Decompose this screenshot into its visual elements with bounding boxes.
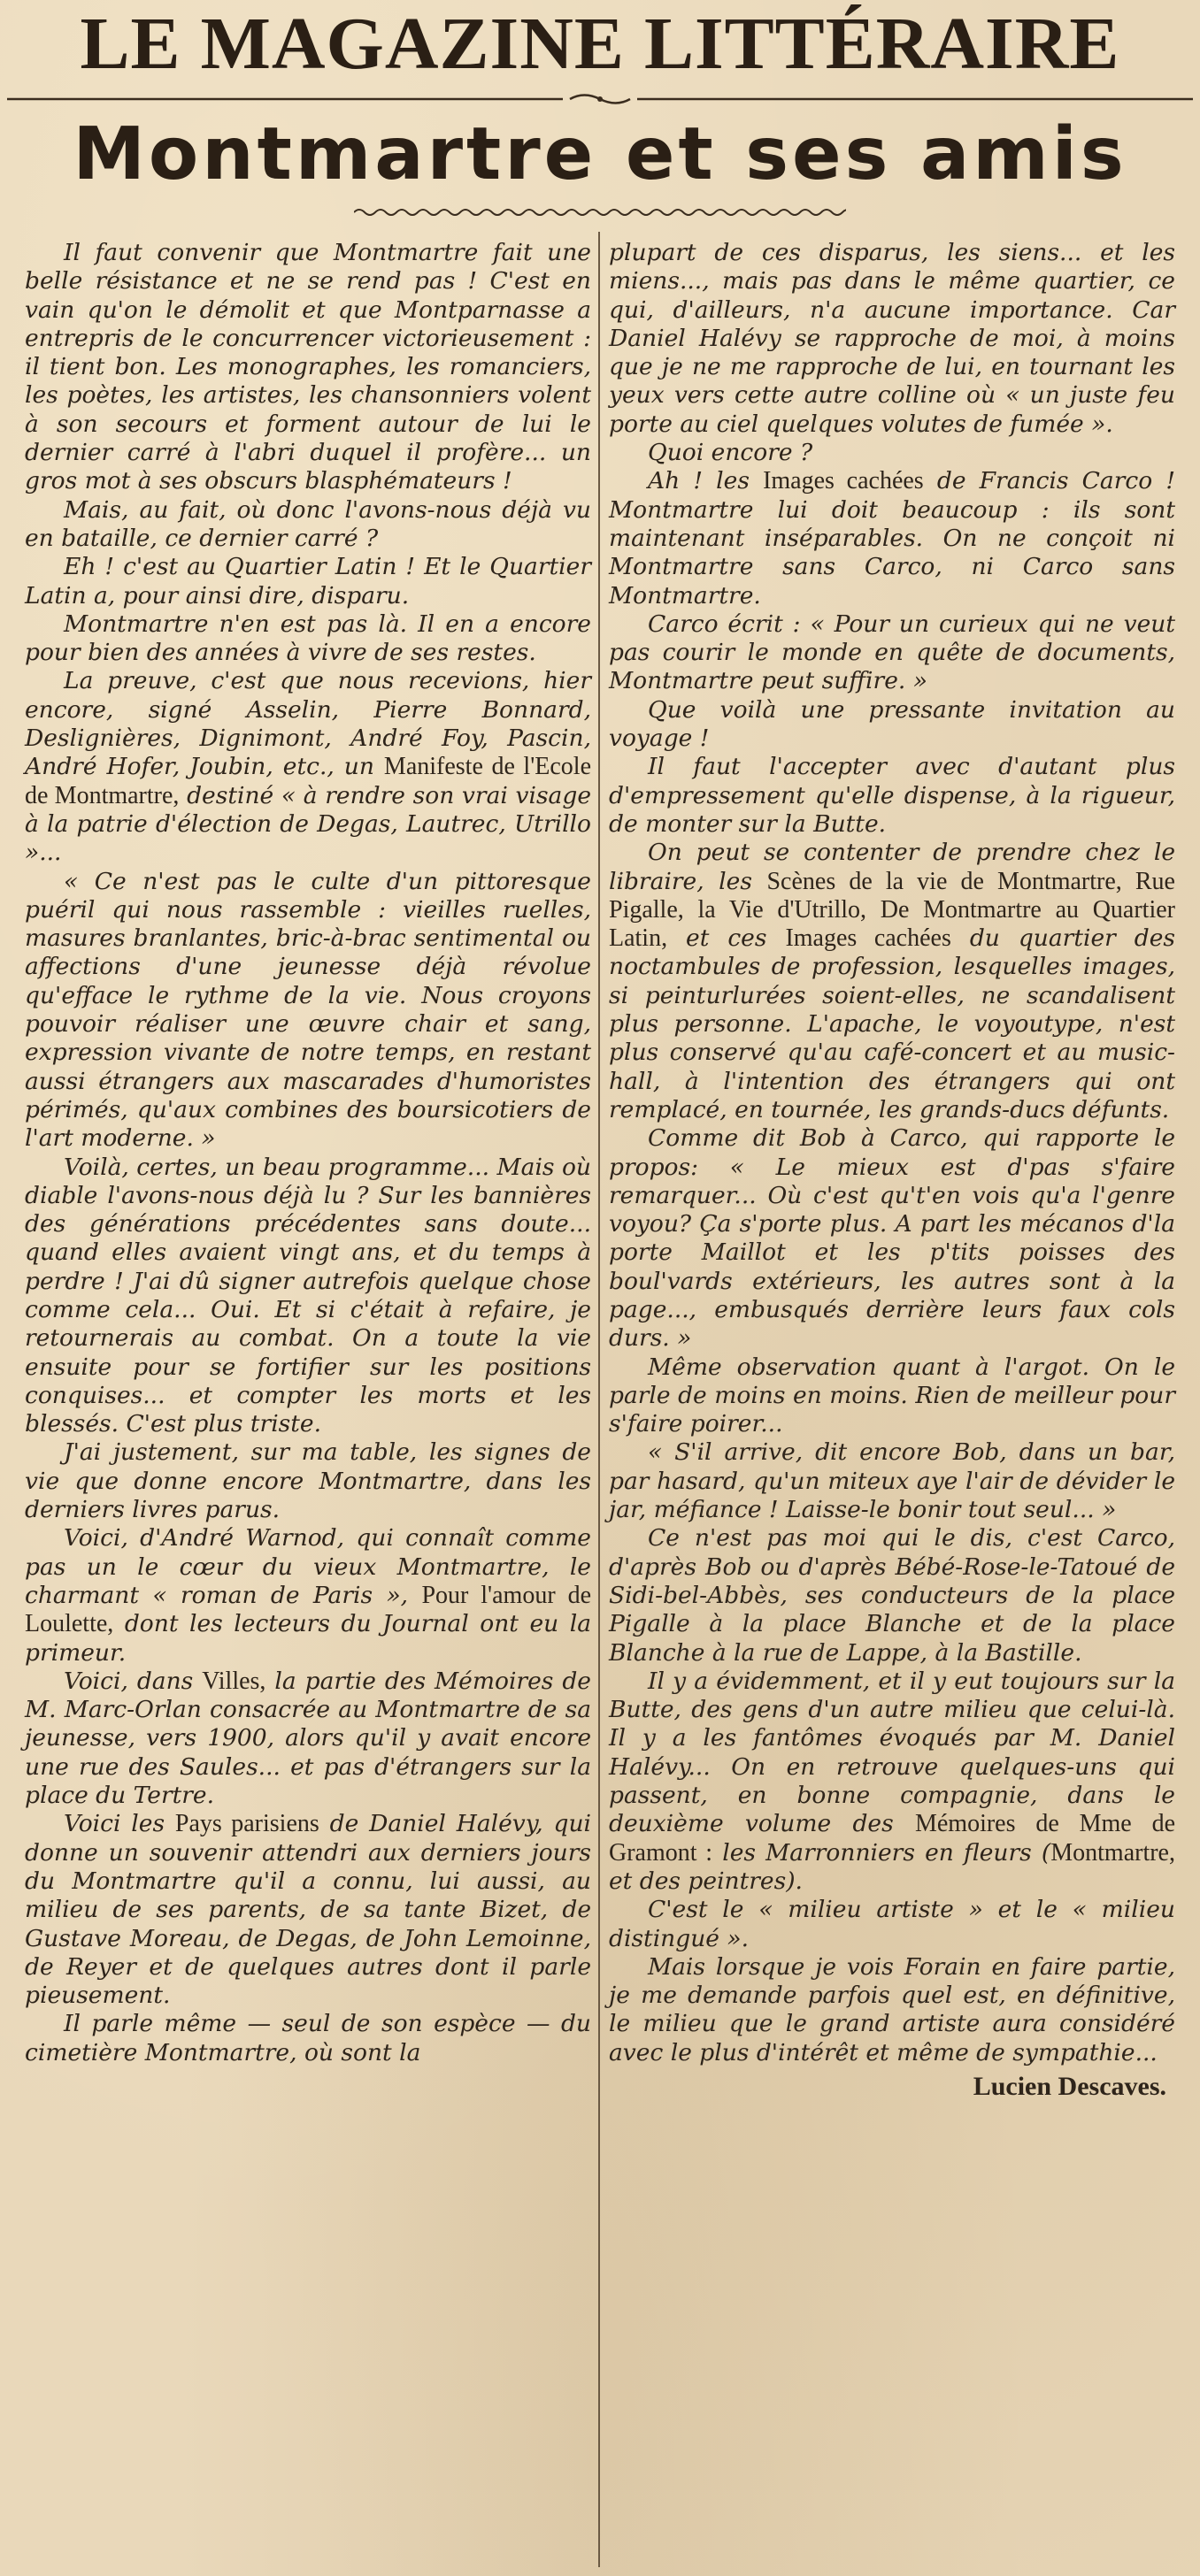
- paragraph-text: « S'il arrive, dit encore Bob, dans un bar, par hasard, qu'un miteux aye l'air de dévider le jar, méfiance ! Laisse-le bonir tout seul... »: [609, 1438, 1175, 1524]
- title-reference: Mémoires de Mme de Gramont :: [609, 1810, 1175, 1867]
- article-paragraph: [609, 753, 1175, 839]
- headline-wavy-rule: [354, 205, 846, 219]
- paragraph-text: Il faut l'accepter avec d'autant plus d'empressement qu'elle dispense, à la rigueur, de monter sur la Butte.: [609, 753, 1175, 838]
- article-column-right: [609, 239, 1175, 2101]
- article-paragraph: [609, 610, 1175, 696]
- paragraph-text: destiné « à rendre son vrai visage à la patrie d'élection de Degas, Lautrec, Utrillo »...: [25, 781, 591, 867]
- article-paragraph: [609, 467, 1175, 610]
- paragraph-text: Voici, d'André Warnod, qui connaît comme pas un le cœur du vieux Montmartre, le charmant « roman de Paris »,: [25, 1524, 591, 1609]
- article-paragraph: [25, 239, 591, 496]
- article-paragraph: [25, 1668, 591, 1810]
- paragraph-text: Même observation quant à l'argot. On le parle de moins en moins. Rien de meilleur pour s'faire poirer...: [609, 1353, 1175, 1438]
- paragraph-text: Carco écrit : « Pour un curieux qui ne veut pas courir le monde en quête de documents, Montmartre peut suffire. »: [609, 610, 1175, 695]
- title-reference: Images cachées: [763, 467, 924, 495]
- paragraph-text: et ces: [667, 924, 786, 953]
- author-signature: Lucien Descaves.: [973, 2072, 1166, 2101]
- paragraph-text: de Francis Carco ! Montmartre lui doit beaucoup : ils sont maintenant inséparables. On ne conçoit ni Montmartre sans Carco, ni Carco sans Montmartre.: [609, 467, 1175, 610]
- paragraph-text: du quartier des noctambules de profession, lesquelles images, si peinturlurées soient-elles, ne scandalisent plus personne. L'apache, le voyoutype, n'est plus conservé qu'au café-concert et au music-hall, à l'intention des étrangers qui ont remplacé, en tournée, les grands-ducs défunts.: [609, 924, 1176, 1123]
- article-paragraph: [25, 1524, 591, 1667]
- article-paragraph: [25, 1810, 591, 2010]
- article-paragraph: [25, 610, 591, 668]
- column-divider: [598, 232, 600, 2567]
- article-paragraph: [609, 1124, 1175, 1353]
- title-reference: Montmartre,: [1050, 1838, 1175, 1867]
- article-paragraph: [609, 239, 1175, 439]
- paragraph-text: dont les lecteurs du Journal ont eu la primeur.: [25, 1610, 591, 1667]
- article-paragraph: [25, 1154, 591, 1439]
- title-reference: Scènes de la vie de Montmartre, Rue Pigalle, la Vie d'Utrillo, De Montmartre au Quartier Latin,: [609, 867, 1175, 953]
- paragraph-text: Eh ! c'est au Quartier Latin ! Et le Quartier Latin a, pour ainsi dire, disparu.: [25, 553, 591, 610]
- headline: Montmartre et ses amis: [73, 112, 1127, 196]
- paragraph-text: Comme dit Bob à Carco, qui rapporte le propos: « Le mieux est d'pas s'faire remarquer... Où c'est qu't'en vois qu'a l'genre voyou? Ça s'porte plus. A part les mécanos d'la porte Maillot et les p'tits poisses des boul'vards extérieurs, les autres sont à la page..., embusqués derrière leurs faux cols durs. »: [609, 1124, 1175, 1353]
- title-reference: Pour l'amour de Loulette,: [25, 1581, 591, 1638]
- article-paragraph: [25, 868, 591, 1154]
- article-paragraph: [609, 1896, 1175, 1953]
- article-column-left: [25, 239, 591, 2067]
- paragraph-text: Ah ! les: [648, 467, 764, 495]
- paragraph-text: Il y a évidemment, et il y eut toujours sur la Butte, des gens d'un autre milieu que celui-là. Il y a les fantômes évoqués par M. Daniel Halévy... On en retrouve quelques-uns qui passent, en bonne compagnie, dans le deuxième volume des: [609, 1667, 1175, 1838]
- paragraph-text: Voici, dans: [64, 1667, 203, 1695]
- article-paragraph: [25, 553, 591, 610]
- article-paragraph: [609, 696, 1175, 754]
- masthead: LE MAGAZINE LITTÉRAIRE: [80, 3, 1120, 85]
- paragraph-text: et des peintres).: [609, 1867, 803, 1895]
- paragraph-text: de Daniel Halévy, qui donne un souvenir attendri aux derniers jours du Montmartre qu'il a connu, lui aussi, au milieu de ses parents, de sa tante Bizet, de Gustave Moreau, de Degas, de John Lemoinne, de Reyer et de quelques autres dont il parle pieusement.: [25, 1810, 591, 2010]
- article-paragraph: [25, 667, 591, 867]
- article-paragraph: [25, 496, 591, 554]
- paragraph-text: les Marronniers en fleurs (: [712, 1838, 1051, 1867]
- paragraph-text: Il faut convenir que Montmartre fait une belle résistance et ne se rend pas ! C'est en vain qu'on le démolit et que Montparnasse a entrepris de le concurrencer victorieusement : il tient bon. Les monographes, les romanciers, les poètes, les artistes, les chansonniers volent à son secours et forment autour de lui le dernier carré à l'abri duquel il profère... un gros mot à ses obscurs blasphémateurs !: [25, 239, 591, 495]
- article-paragraph: [25, 1438, 591, 1524]
- paragraph-text: Il parle même — seul de son espèce — du cimetière Montmartre, où sont la: [25, 2010, 591, 2066]
- paragraph-text: Voilà, certes, un beau programme... Mais où diable l'avons-nous déjà lu ? Sur les bannières des générations précédentes sans doute... quand elles avaient vingt ans, et du temps à perdre ! J'ai dû signer autrefois quelque chose comme cela... Oui. Et si c'était à refaire, je retournerais au combat. On a toute la vie ensuite pour se fortifier sur les positions conquises... et compter les morts et les blessés. C'est plus triste.: [25, 1153, 591, 1438]
- paragraph-text: Ce n'est pas moi qui le dis, c'est Carco, d'après Bob ou d'après Bébé-Rose-le-Tatoué de Sidi-bel-Abbès, ses conducteurs de la place Pigalle à la place Blanche et de la place Blanche à la rue de Lappe, à la Bastille.: [609, 1524, 1175, 1667]
- title-reference: Pays parisiens: [174, 1810, 319, 1838]
- paragraph-text: Mais lorsque je vois Forain en faire partie, je me demande parfois quel est, en définitive, le milieu que le grand artiste aura considéré avec le plus d'intérêt et même de sympathie...: [609, 1952, 1175, 2066]
- paragraph-text: la partie des Mémoires de M. Marc-Orlan consacrée au Montmartre de sa jeunesse, vers 1900, alors qu'il y avait encore une rue des Saules... et pas d'étrangers sur la place du Tertre.: [25, 1667, 591, 1810]
- article-paragraph: [609, 1668, 1175, 1896]
- paragraph-text: J'ai justement, sur ma table, les signes de vie que donne encore Montmartre, dans les derniers livres parus.: [25, 1438, 591, 1524]
- article-paragraph: [609, 839, 1175, 1124]
- article-paragraph: [609, 439, 1175, 467]
- paragraph-text: On peut se contenter de prendre chez le libraire, les: [609, 839, 1175, 895]
- paragraph-text: plupart de ces disparus, les siens... et les miens..., mais pas dans le même quartier, ce qui, d'ailleurs, n'a aucune importance. Car Daniel Halévy se rapproche de moi, à moins que je ne me rapproche de lui, en tournant les yeux vers cette autre colline où « un juste feu porte au ciel quelques volutes de fumée ».: [609, 239, 1175, 438]
- paragraph-text: Montmartre n'en est pas là. Il en a encore pour bien des années à vivre de ses restes.: [25, 610, 591, 667]
- masthead-rule: [7, 92, 1193, 106]
- article-paragraph: [609, 1953, 1175, 2067]
- paragraph-text: Voici les: [64, 1810, 175, 1838]
- paragraph-text: C'est le « milieu artiste » et le « milieu distingué ».: [609, 1896, 1175, 1952]
- paragraph-text: La preuve, c'est que nous recevions, hier encore, signé Asselin, Pierre Bonnard, Deslignières, Dignimont, André Foy, Pascin, André Hofer, Joubin, etc., un: [25, 667, 591, 781]
- title-reference: Villes,: [202, 1667, 266, 1695]
- title-reference: Images cachées: [785, 924, 951, 953]
- paragraph-text: Que voilà une pressante invitation au voyage !: [609, 695, 1175, 753]
- article-paragraph: [25, 2010, 591, 2067]
- paragraph-text: « Ce n'est pas le culte d'un pittoresque puéril qui nous rassemble : vieilles ruelles, masures branlantes, bric-à-brac sentimental ou affections d'une jeunesse déjà révolue qu'efface le rythme de la vie. Nous croyons pouvoir réaliser une œuvre chair et sang, expression vivante de notre temps, en restant aussi étrangers aux mascarades d'humoristes périmés, qu'aux combines des boursicotiers de l'art moderne. »: [25, 867, 591, 1153]
- paragraph-text: Mais, au fait, où donc l'avons-nous déjà vu en bataille, ce dernier carré ?: [25, 495, 591, 552]
- title-reference: Manifeste de l'Ecole de Montmartre,: [25, 753, 591, 809]
- article-paragraph: [609, 1524, 1175, 1667]
- article-paragraph: [609, 1353, 1175, 1439]
- paragraph-text: Quoi encore ?: [648, 439, 813, 467]
- article-paragraph: [609, 1438, 1175, 1524]
